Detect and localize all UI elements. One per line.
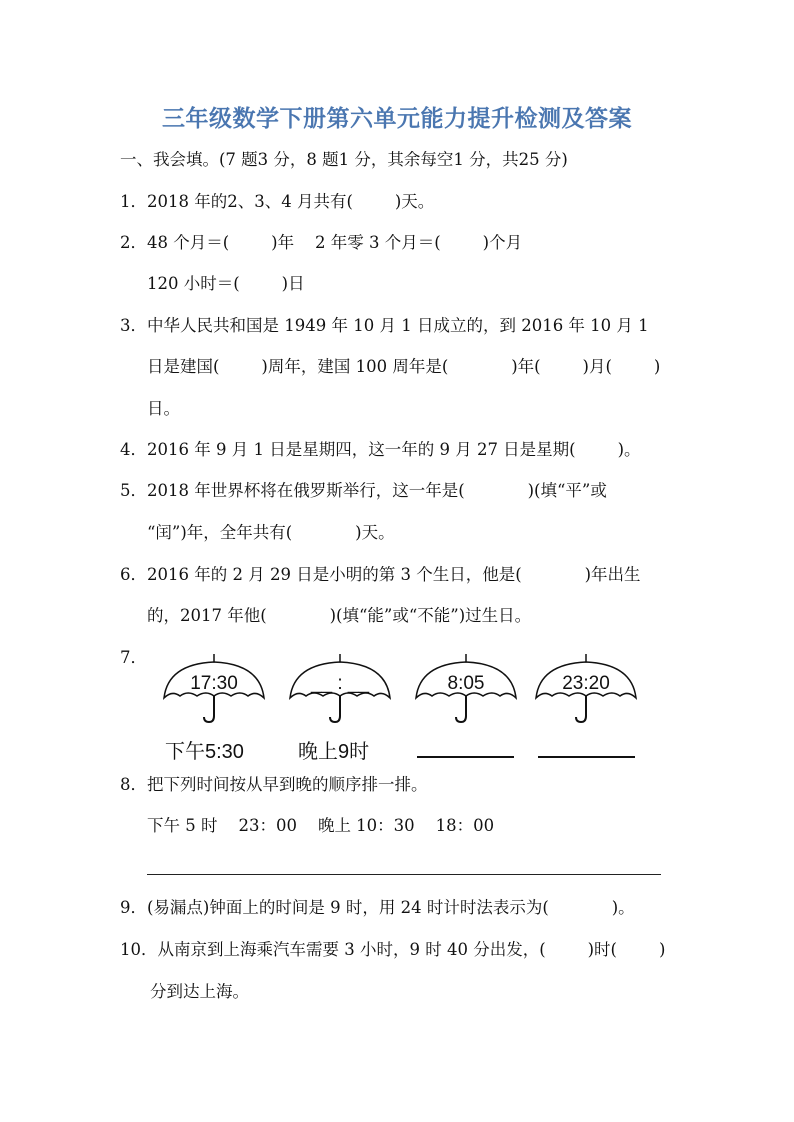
answer-blank: [538, 756, 635, 758]
question-3-line-2: 日是建国( )周年，建国 100 周年是( )年( )月( ): [147, 357, 661, 376]
question-6-line-2: 的，2017 年他( )(填“能”或“不能”)过生日。: [147, 606, 532, 625]
umbrella-4-time: 23:20: [562, 673, 610, 694]
question-1: 1．2018 年的2、3、4 月共有( )天。: [120, 192, 435, 211]
question-10-line-1: 10．从南京到上海乘汽车需要 3 小时，9 时 40 分出发，( )时( ): [120, 940, 666, 959]
answer-line: [147, 874, 661, 875]
question-4: 4．2016 年 9 月 1 日是星期四，这一年的 9 月 27 日是星期( )。: [120, 440, 641, 459]
question-7-number: 7．: [120, 648, 147, 667]
section-heading: 一、我会填。(7 题3 分，8 题1 分，其余每空1 分，共25 分): [120, 150, 568, 169]
umbrella-3-time: 8:05: [447, 673, 485, 694]
question-9: 9．(易漏点)钟面上的时间是 9 时，用 24 时计时法表示为( )。: [120, 898, 635, 917]
question-6-line-1: 6．2016 年的 2 月 29 日是小明的第 3 个生日，他是( )年出生: [120, 565, 641, 584]
umbrella-1-caption: 下午5:30: [165, 741, 244, 763]
page-title: 三年级数学下册第六单元能力提升检测及答案: [162, 106, 632, 132]
question-8: 8．把下列时间按从早到晚的顺序排一排。: [120, 775, 428, 794]
umbrella-2-time: __ : __: [310, 673, 370, 694]
question-2-line-2: 120 小时＝( )日: [147, 274, 305, 293]
answer-blank: [417, 756, 514, 758]
question-5-line-1: 5．2018 年世界杯将在俄罗斯举行，这一年是( )(填“平”或: [120, 481, 607, 500]
umbrella-1-time: 17:30: [190, 673, 238, 694]
question-10-line-2: 分到达上海。: [150, 982, 249, 1001]
umbrella-2-caption: 晚上9时: [298, 741, 370, 763]
question-3-line-3: 日。: [147, 399, 180, 418]
question-8-items: 下午 5 时 23：00 晚上 10：30 18：00: [147, 816, 495, 835]
question-3-line-1: 3．中华人民共和国是 1949 年 10 月 1 日成立的，到 2016 年 10 月 1: [120, 316, 649, 335]
question-5-line-2: “闰”)年，全年共有( )天。: [147, 523, 395, 542]
question-2-line-1: 2．48 个月＝( )年 2 年零 3 个月＝( )个月: [120, 233, 523, 252]
